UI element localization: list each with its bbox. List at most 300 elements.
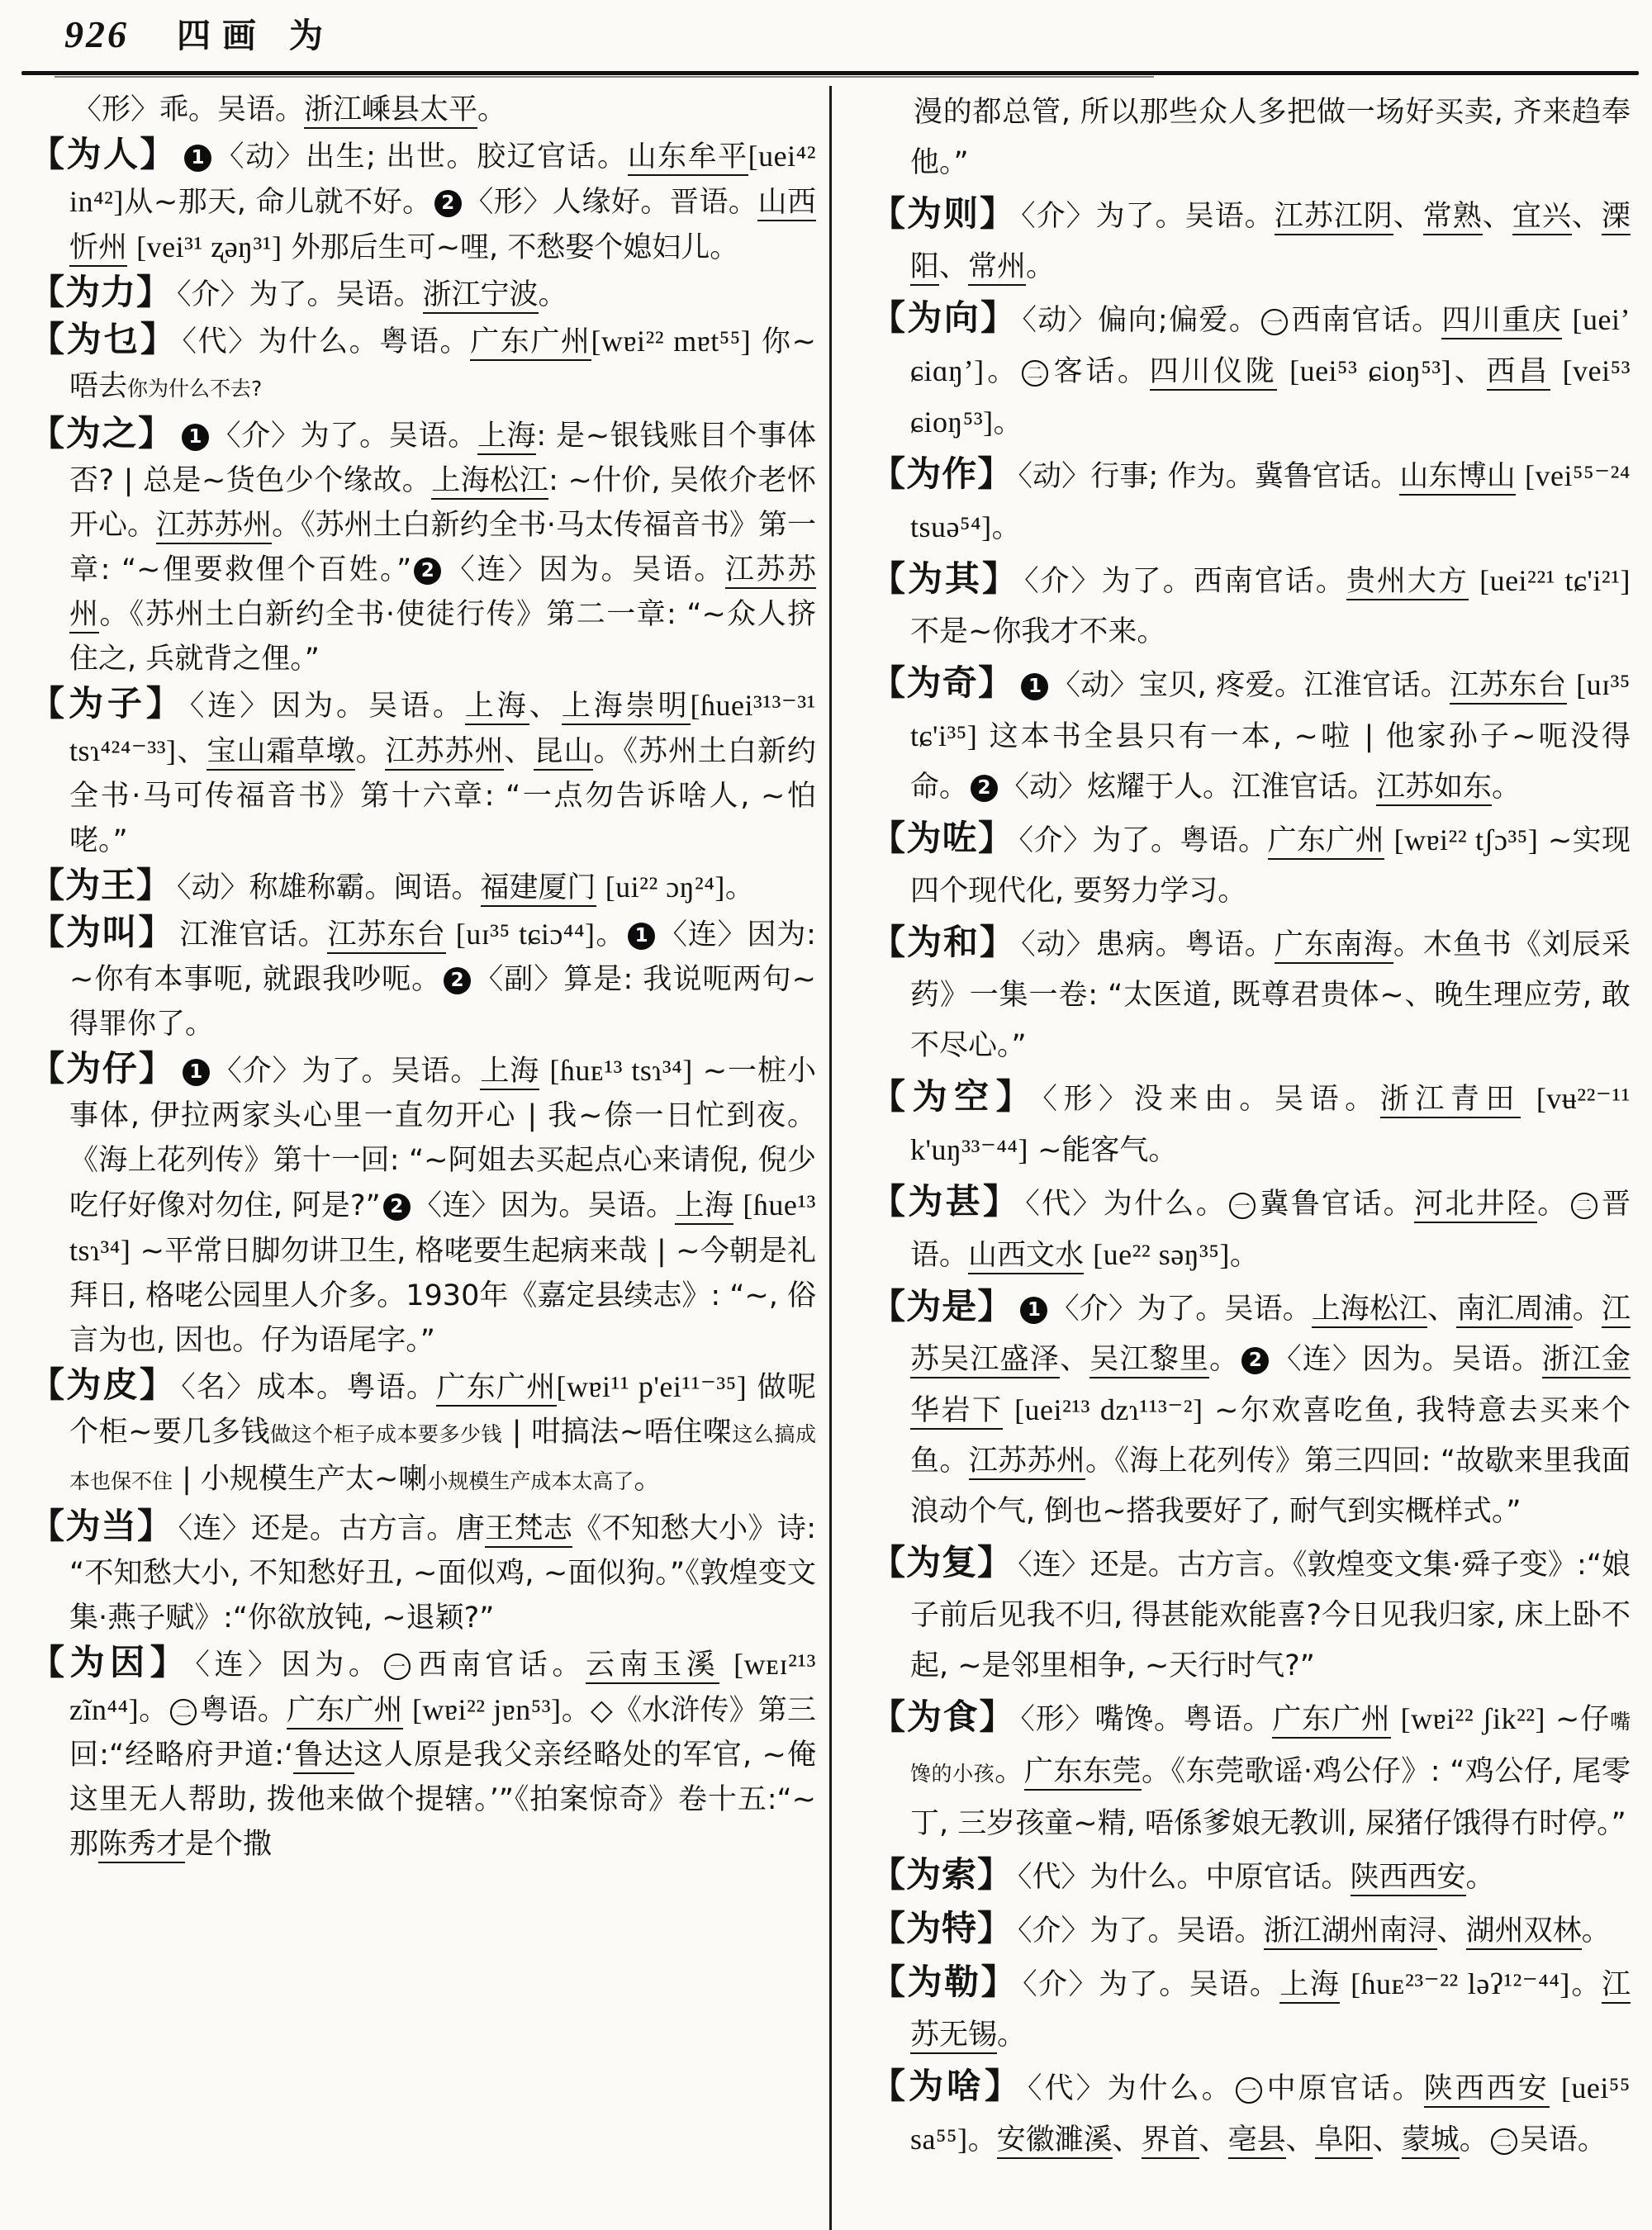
entry-text: 。◇《水浒传》第三回:“经略府尹道:‘	[69, 1694, 816, 1772]
phonetic-transcription: [uei²¹³ dzɿ¹¹³⁻²]	[1014, 1393, 1203, 1426]
place-name: 江苏无锡	[910, 1968, 1631, 2054]
entry-text: 。《苏州土白新约全书·马太传福音书》第一章: “~俚要救俚个百姓。”	[69, 509, 816, 586]
entry-text	[1084, 1239, 1093, 1272]
sense-number-badge: 2	[444, 967, 471, 994]
entry-text: 粤语。	[199, 1694, 287, 1727]
entry-text: 江淮官话。	[179, 918, 328, 951]
entry-text: 。	[995, 1755, 1024, 1788]
phonetic-transcription: [wɐi²² ʃik²²]	[1400, 1702, 1546, 1735]
place-name: 宝山霜草墩	[206, 735, 355, 771]
entry-text	[1567, 669, 1577, 702]
entry-text: 。	[991, 511, 1021, 544]
entry-text: 〈介〉为了。吴语。	[211, 1055, 481, 1088]
headword: 【为叫】	[30, 912, 175, 952]
headword: 【为仔】	[30, 1048, 175, 1089]
entry-text: 从~那天, 命儿就不好。	[123, 186, 432, 219]
entry-text: 〈连〉还是。古方言。唐	[178, 1512, 486, 1545]
phonetic-transcription: [vʉ²²⁻¹¹ k'uŋ³³⁻⁴⁴]	[910, 1082, 1631, 1166]
place-name: 上海	[1279, 1968, 1340, 2004]
entry-left-5	[30, 681, 816, 863]
entry-text	[127, 231, 136, 264]
entry-left-11	[30, 1640, 816, 1867]
sense-number-badge: 1	[628, 923, 655, 950]
entry-right-15	[871, 1957, 1631, 2061]
entry-text: 。《东莞歌谣·鸡公仔》: “鸡公仔, 尾零丁, 三岁孩童~精, 唔係爹娘无教训, 屎猪仔饿得冇时停。”	[910, 1755, 1631, 1840]
entry-text	[1277, 355, 1289, 388]
entry-left-9	[30, 1363, 816, 1504]
headword: 【为皮】	[30, 1364, 177, 1405]
place-name: 广东广州	[436, 1371, 556, 1407]
page-header	[64, 8, 323, 57]
place-name: 江苏吴江盛泽	[910, 1293, 1631, 1378]
headword: 【为人】	[30, 134, 178, 174]
place-name: 西昌	[1487, 355, 1550, 391]
headword: 【为甚】	[871, 1181, 1021, 1222]
place-name: 陈秀才	[98, 1828, 185, 1863]
place-name: 上海	[675, 1189, 733, 1225]
place-name: 四川仪陇	[1150, 355, 1278, 391]
entry-text: 〈连〉因为。吴语。	[1271, 1343, 1542, 1376]
headword: 【为当】	[30, 1506, 173, 1546]
entry-text: 、	[1112, 2123, 1142, 2156]
place-name: 陕西西安	[1424, 2072, 1550, 2108]
headword: 【为奇】	[871, 662, 1014, 703]
entry-text	[1562, 304, 1573, 337]
entry-text: 《不知愁大小》诗:“不知愁大小, 不知愁好丑, ~面似鸡, ~面似狗。”《敦煌变文集·燕子赋》:“你欲放钝, ~退颖?”	[69, 1512, 816, 1635]
entry-text: 。	[538, 278, 567, 311]
entry-text: 〈介〉为了。吴语。	[211, 420, 477, 453]
entry-text: 中原官话。	[1264, 2072, 1424, 2105]
entry-text: 、	[1060, 1343, 1090, 1376]
entry-text: 〈介〉为了。西南官话。	[1024, 565, 1346, 598]
place-name: 亳县	[1228, 2123, 1286, 2159]
entry-text: 、	[176, 735, 207, 768]
entry-text: 、	[504, 735, 534, 768]
entry-right-continuation	[871, 88, 1631, 188]
circled-division-marker: 二	[1022, 360, 1048, 387]
entry-right-11	[871, 1537, 1631, 1691]
entry-text: 〈连〉因为。	[195, 1649, 382, 1682]
headword: 【为和】	[871, 922, 1017, 962]
entry-right-13	[871, 1849, 1631, 1903]
circled-division-marker: 二	[1491, 2128, 1517, 2155]
headword: 【为子】	[30, 683, 185, 724]
entry-text	[1384, 824, 1394, 857]
place-name: 浙江宁波	[423, 278, 539, 314]
entry-text: 、	[1427, 1293, 1457, 1326]
entry-text: 〈连〉还是。古方言。《敦煌变文集·舜子变》:“娘子前后见我不归, 得甚能欢能喜?今日见我归家, 床上卧不起, ~是邻里相争, ~天行时气?”	[910, 1549, 1631, 1682]
phonetic-transcription: [uɪ³⁵ tɕiɔ⁴⁴]	[455, 918, 596, 951]
entry-text: 。	[1459, 2123, 1488, 2156]
entry-text: 〈副〉算是: 我说呃两句~得罪你了。	[69, 963, 816, 1041]
entry-text	[596, 871, 605, 904]
column-left	[30, 88, 816, 2166]
entry-text: 。	[1229, 1239, 1259, 1272]
entry-text: 。	[1572, 1293, 1602, 1326]
entry-text: 是个撒	[185, 1828, 273, 1861]
entry-text: 〈介〉为了。吴语。	[1050, 1293, 1312, 1326]
place-name: 昆山	[534, 735, 593, 771]
entry-text: 、	[1482, 200, 1512, 233]
entry-text: 。	[139, 1694, 169, 1727]
entry-text: 。《苏州土白新约全书·使徒行传》第二一章: “~众人挤住之, 兵就背之俚。”	[69, 598, 816, 676]
place-name: 安徽濉溪	[997, 2123, 1113, 2159]
place-name: 浙江青田	[1380, 1083, 1521, 1118]
phonetic-transcription: [uɪ³⁵ tɕ'i³⁵]	[910, 668, 1631, 752]
entry-text: 〈代〉为什么。中原官话。	[1018, 1861, 1351, 1894]
entry-text: 、	[1285, 2123, 1315, 2156]
gloss-small-text: 嘴馋的小孩	[910, 1710, 1631, 1786]
entry-text: 。	[997, 2019, 1027, 2052]
entry-left-1	[30, 132, 816, 270]
headword: 【为食】	[871, 1696, 1016, 1737]
place-name: 上海	[477, 420, 536, 455]
entry-text: 漫的都总管, 所以那些众人多把做一场好买卖, 齐来趋奉他。”	[910, 96, 1631, 179]
entry-text: | 小规模生产太~喇	[173, 1463, 428, 1496]
entry-text: 。	[1026, 250, 1056, 283]
entry-text	[403, 1694, 412, 1727]
place-name: 湖州双林	[1466, 1914, 1582, 1950]
entry-text: 〈介〉为了。吴语。	[177, 278, 423, 311]
entry-text: 、	[1393, 200, 1423, 233]
phonetic-transcription: [wɐi¹¹ p'ei¹¹⁻³⁵]	[556, 1370, 748, 1403]
entry-text: 。	[595, 918, 626, 951]
phonetic-transcription: [ɦuᴇ²³⁻²² ləʔ¹²⁻⁴⁴]	[1351, 1967, 1570, 2000]
headword: 【为是】	[871, 1286, 1014, 1326]
circled-division-marker: 一	[384, 1654, 411, 1680]
entry-text	[1469, 565, 1479, 598]
place-name: 广东东莞	[1024, 1755, 1142, 1791]
entry-text: 〈连〉因为: ~你有本事呃, 就跟我吵呃。	[69, 918, 816, 996]
entry-text	[719, 1649, 733, 1682]
entry-text: 吴语。	[1519, 2123, 1607, 2156]
entry-text: 、	[1436, 1914, 1466, 1948]
sense-number-badge: 2	[971, 775, 998, 802]
entry-text: 、	[1571, 200, 1602, 233]
gloss-small-text: 这么搞成本也保不住	[69, 1422, 816, 1493]
entry-text: 〈动〉患病。粤语。	[1021, 928, 1275, 961]
entry-left-continuation	[30, 88, 816, 132]
phonetic-transcription: [wɐi²² jɐn⁵³]	[412, 1693, 562, 1726]
place-name: 王梵志	[485, 1512, 572, 1548]
place-name: 广东南海	[1275, 928, 1393, 964]
headword: 【为索】	[871, 1854, 1014, 1895]
place-name: 江苏如东	[1376, 771, 1492, 806]
place-name: 常熟	[1423, 200, 1483, 235]
entry-text: 〈动〉行事; 作为。冀鲁官话。	[1018, 460, 1400, 493]
entry-text: 西南官话。	[413, 1649, 586, 1682]
phonetic-transcription: [ɦuᴇ¹³ tsɿ³⁴]	[549, 1054, 693, 1087]
entry-text: 〈介〉为了。吴语。	[1018, 1914, 1264, 1948]
entry-left-3	[30, 317, 816, 411]
entry-text: 〈动〉炫耀于人。江淮官话。	[1000, 771, 1377, 804]
sense-number-badge: 2	[383, 1193, 411, 1221]
entry-text: 、	[939, 250, 969, 283]
sense-number-badge: 1	[1020, 1297, 1047, 1324]
place-name: 陕西西安	[1351, 1861, 1466, 1896]
headword: 【为之】	[30, 413, 174, 453]
place-name: 界首	[1142, 2123, 1199, 2159]
phonetic-transcription: [ɦue¹³ tsɿ³⁴]	[69, 1189, 816, 1267]
phonetic-transcription: [wᴇɪ²¹³ zĩn⁴⁴]	[69, 1648, 816, 1726]
headword: 【为作】	[871, 453, 1014, 494]
phonetic-transcription: [ui²² ɔŋ²⁴]	[605, 871, 725, 904]
entry-text: 〈动〉偏向;偏爱。	[1022, 304, 1260, 337]
entry-text: 。	[724, 871, 754, 904]
entry-right-10	[871, 1281, 1631, 1537]
entry-text: : ~什价, 吴侬介老怀开心。	[69, 464, 816, 542]
headword: 【为特】	[871, 1908, 1014, 1948]
place-name: 广东广州	[1268, 824, 1385, 860]
entry-text: 〈动〉称雄称霸。闽语。	[177, 871, 481, 904]
phonetic-transcription: [ue²² səŋ³⁵]	[1093, 1238, 1230, 1271]
entry-text	[1550, 2072, 1561, 2105]
entry-right-16	[871, 2061, 1631, 2166]
entry-text: 这人原是我父亲经略处的军官, ~俺这里无人帮助, 拨他来做个提辖。’”《拍案惊奇》卷十五:“~那	[69, 1739, 816, 1861]
entry-text: 。	[984, 355, 1019, 388]
entry-text	[446, 918, 456, 951]
sense-number-badge: 2	[414, 558, 441, 585]
entry-text: 这本书全县只有一本, ~啦 | 他家孙子~呃没得命。	[910, 720, 1631, 804]
circled-division-marker: 二	[170, 1699, 197, 1725]
place-name: 宜兴	[1512, 200, 1572, 235]
entry-text: 。	[355, 735, 386, 768]
phonetic-transcription: [wɐi²² tʃɔ³⁵]	[1393, 823, 1539, 856]
headword: 【为复】	[871, 1542, 1014, 1582]
place-name: 山西文水	[968, 1239, 1084, 1274]
entry-text: 。	[1537, 1188, 1569, 1221]
place-name: 上海	[480, 1055, 539, 1090]
circled-division-marker: 一	[1229, 1193, 1256, 1219]
sense-number-badge: 1	[1021, 673, 1048, 700]
entry-text: 〈形〉嘴馋。粤语。	[1020, 1703, 1273, 1736]
entry-left-7	[30, 910, 816, 1046]
entry-text: 外那后生可~哩, 不愁娶个媳妇儿。	[282, 231, 739, 264]
radical-headword: 为	[289, 16, 323, 55]
entry-text	[1550, 355, 1563, 388]
place-name: 上海松江	[1312, 1293, 1427, 1328]
entry-left-10	[30, 1504, 816, 1640]
entry-text: 你~唔去	[69, 325, 816, 403]
place-name: 广东广州	[1272, 1703, 1390, 1739]
entry-text: 、	[1199, 2123, 1228, 2156]
entry-text: 西南官话。	[1290, 304, 1442, 337]
phonetic-transcription: [ueiʼ ɕiɑŋʼ]	[910, 303, 1631, 387]
entry-text: 〈连〉因为。吴语。	[189, 690, 465, 723]
entry-text: 。	[1569, 1968, 1602, 2001]
entry-text: 〈形〉人缘好。晋语。	[463, 186, 758, 219]
place-name: 溧阳	[910, 200, 1631, 286]
place-name: 蒙城	[1402, 2123, 1460, 2159]
entry-text	[1521, 1083, 1536, 1116]
entry-text: 、	[529, 690, 562, 723]
entry-text	[733, 1189, 743, 1222]
place-name: 浙江湖州南浔	[1264, 1914, 1437, 1950]
headword: 【为因】	[30, 1642, 191, 1682]
place-name: 江苏苏州	[385, 735, 504, 771]
circled-division-marker: 二	[1571, 1193, 1597, 1219]
headword: 【为空】	[871, 1076, 1038, 1117]
place-name: 吴江黎里	[1089, 1343, 1209, 1378]
entry-right-8	[871, 1071, 1631, 1176]
entry-text: 〈连〉因为。吴语。	[444, 553, 725, 586]
entry-text: 〈介〉为了。粤语。	[1018, 824, 1268, 857]
entry-text: 〈形〉没来由。吴语。	[1042, 1083, 1380, 1116]
headword: 【为向】	[871, 297, 1018, 338]
place-name: 江苏江阴	[1275, 200, 1393, 235]
entry-text: 〈代〉为什么。粤语。	[182, 325, 471, 358]
entry-text: 〈动〉出生; 出世。胶辽官话。	[214, 140, 628, 173]
phonetic-transcription: [wɐi²² mɐt⁵⁵]	[591, 325, 752, 358]
phonetic-transcription: [uei⁵³ ɕioŋ⁵³]	[1289, 354, 1452, 387]
gloss-small-text: 小规模生产成本太高了	[427, 1469, 634, 1493]
entry-text: 〈介〉为了。吴语。	[1021, 200, 1275, 233]
entry-text: 。	[1581, 1914, 1611, 1948]
sense-number-badge: 1	[184, 145, 211, 172]
phonetic-transcription: [uei⁴² in⁴²]	[69, 140, 816, 218]
place-name: 广东广州	[470, 325, 591, 361]
place-name: 江苏东台	[327, 918, 445, 954]
sense-number-badge: 1	[183, 1059, 210, 1086]
entry-text: 〈介〉为了。吴语。	[1023, 1968, 1280, 2001]
phonetic-transcription: [uei⁵⁵ sa⁵⁵]	[910, 2071, 1631, 2156]
entry-right-2	[871, 292, 1631, 448]
entry-text: ~一桩小事体, 伊拉两家头心里一直勿开心 | 我~倷一日忙到夜。《海上花列传》第十一回: “~阿姐去买起点心来请倪, 倪少吃仔好像对勿住, 阿是?”	[69, 1055, 816, 1222]
place-name: 江苏苏州	[156, 509, 272, 544]
gloss-small-text: 你为什么不去?	[127, 377, 263, 401]
place-name: 山西忻州	[69, 186, 816, 267]
place-name: 江苏东台	[1450, 669, 1566, 705]
circled-division-marker: 一	[1261, 309, 1288, 335]
entry-text: 。	[634, 1463, 663, 1496]
dictionary-body	[30, 88, 1631, 2166]
phonetic-transcription: [vei³¹ ʐəŋ³¹]	[136, 230, 282, 263]
entry-text: 。	[1492, 771, 1521, 804]
entry-left-6	[30, 863, 816, 910]
sense-number-badge: 2	[434, 190, 462, 217]
place-name: 福建厦门	[481, 871, 596, 907]
entry-text: 。	[1465, 1861, 1495, 1894]
entry-text: : 是~银钱账目个事体否? | 总是~货色少个缘故。	[69, 420, 816, 497]
place-name: 上海松江	[431, 464, 548, 500]
place-name: 鲁达	[293, 1739, 354, 1774]
place-name: 浙江金华岩下	[910, 1343, 1631, 1430]
entry-text: ~能客气。	[1028, 1134, 1178, 1167]
place-name: 广东广州	[287, 1694, 403, 1729]
place-name: 上海	[465, 690, 529, 725]
entry-text: ~平常日脚勿讲卫生, 格咾要生起病来哉 | ~今朝是礼拜日, 格咾公园里人介多。1930年《嘉定县续志》: “~, 俗言为也, 因也。仔为语尾字。”	[69, 1235, 816, 1357]
place-name: 贵州大方	[1346, 565, 1469, 600]
headword: 【为啥】	[871, 2066, 1023, 2106]
entry-text: 。木鱼书《刘辰采药》一集一卷: “太医道, 既尊君贵体~、晚生理应劳, 敢不尽心。”	[910, 928, 1631, 1062]
entry-right-6	[871, 813, 1631, 917]
entry-text: ~尔欢喜吃鱼, 我特意去买来个鱼。	[910, 1394, 1631, 1478]
entry-text	[1003, 1394, 1014, 1427]
entry-right-1	[871, 188, 1631, 292]
gloss-small-text: 做这个柜子成本要多少钱	[270, 1422, 503, 1446]
page-number: 926	[64, 13, 129, 55]
entry-text: ~仔	[1545, 1703, 1610, 1736]
entry-left-8	[30, 1046, 816, 1363]
entry-text	[1340, 1968, 1351, 2001]
entry-right-14	[871, 1903, 1631, 1957]
entry-text: 〈动〉宝贝, 疼爱。江淮官话。	[1051, 669, 1450, 702]
headword: 【为力】	[30, 272, 173, 312]
place-name: 江苏苏州	[969, 1445, 1085, 1480]
entry-text: 。	[1209, 1343, 1240, 1376]
entry-left-4	[30, 411, 816, 681]
place-name: 山东牟平	[628, 140, 748, 176]
place-name: 河北井陉	[1414, 1188, 1537, 1223]
place-name: 常州	[968, 250, 1026, 286]
stroke-count-label: 四画	[177, 16, 268, 55]
entry-text: 〈形〉乖。吴语。	[73, 93, 305, 126]
place-name: 上海崇明	[562, 690, 691, 725]
headword: 【为咗】	[871, 818, 1014, 858]
entry-text: ~实现四个现代化, 要努力学习。	[910, 824, 1631, 908]
place-name: 江苏苏州	[69, 553, 816, 633]
entry-text: 、	[1372, 2123, 1402, 2156]
entry-right-12	[871, 1691, 1631, 1849]
headword: 【为勒】	[871, 1962, 1018, 2002]
place-name: 四川重庆	[1441, 304, 1562, 339]
entry-right-4	[871, 553, 1631, 657]
headword: 【为乜】	[30, 319, 178, 359]
entry-text: 〈代〉为什么。	[1025, 1188, 1227, 1221]
sense-number-badge: 1	[182, 424, 209, 451]
entry-text: 客话。	[1050, 355, 1150, 388]
phonetic-transcription: [ɦuei³¹³⁻³¹ tsɿ⁴²⁴⁻³³]	[69, 689, 816, 767]
entry-text: 。《苏州土白新约全书·马可传福音书》第十六章: “一点勿告诉啥人, ~怕咾。”	[69, 735, 816, 857]
entry-text: 。	[477, 93, 507, 126]
entry-text	[539, 1055, 549, 1088]
place-name: 南汇周浦	[1456, 1293, 1572, 1328]
column-right	[871, 88, 1631, 2166]
entry-text: 。	[967, 2123, 997, 2156]
place-name: 浙江嵊县太平	[304, 93, 477, 129]
place-name: 云南玉溪	[586, 1649, 719, 1684]
entry-text: 、	[1451, 355, 1487, 388]
phonetic-transcription: [uei²²¹ tɕ'i²¹]	[1479, 564, 1631, 597]
entry-text: | 咁搞法~唔住㗎	[502, 1416, 733, 1449]
circled-division-marker: 一	[1236, 2077, 1262, 2104]
entry-right-5	[871, 657, 1631, 813]
entry-right-9	[871, 1176, 1631, 1281]
sense-number-badge: 2	[1241, 1347, 1269, 1374]
entry-text: 晋语。	[910, 1188, 1631, 1272]
entry-text: 做呢个柜~要几多钱	[69, 1371, 816, 1449]
entry-text: 〈代〉为什么。	[1028, 2072, 1233, 2105]
place-name: 山东博山	[1399, 460, 1515, 496]
phonetic-transcription: [vei⁵⁵⁻²⁴ tsuə⁵⁴]	[910, 459, 1631, 543]
entry-text	[1391, 1703, 1401, 1736]
entry-text: 不是~你我才不来。	[910, 615, 1166, 648]
entry-text: 冀鲁官话。	[1258, 1188, 1414, 1221]
header-rule	[21, 71, 1639, 75]
entry-text: 。	[993, 406, 1023, 439]
entry-text	[1516, 460, 1525, 493]
entry-left-2	[30, 270, 816, 317]
place-name: 阜阳	[1315, 2123, 1373, 2159]
entry-text: 〈名〉成本。粤语。	[181, 1371, 437, 1404]
headword: 【为其】	[871, 558, 1020, 599]
headword: 【为则】	[871, 193, 1017, 234]
headword: 【为王】	[30, 865, 173, 905]
entry-right-3	[871, 448, 1631, 553]
entry-right-7	[871, 917, 1631, 1071]
entry-text: 〈连〉因为。吴语。	[412, 1189, 676, 1222]
entry-text: 。《海上花列传》第三四回: “故歇来里我面浪动个气, 倒也~搭我要好了, 耐气到实概样式。”	[910, 1445, 1631, 1528]
